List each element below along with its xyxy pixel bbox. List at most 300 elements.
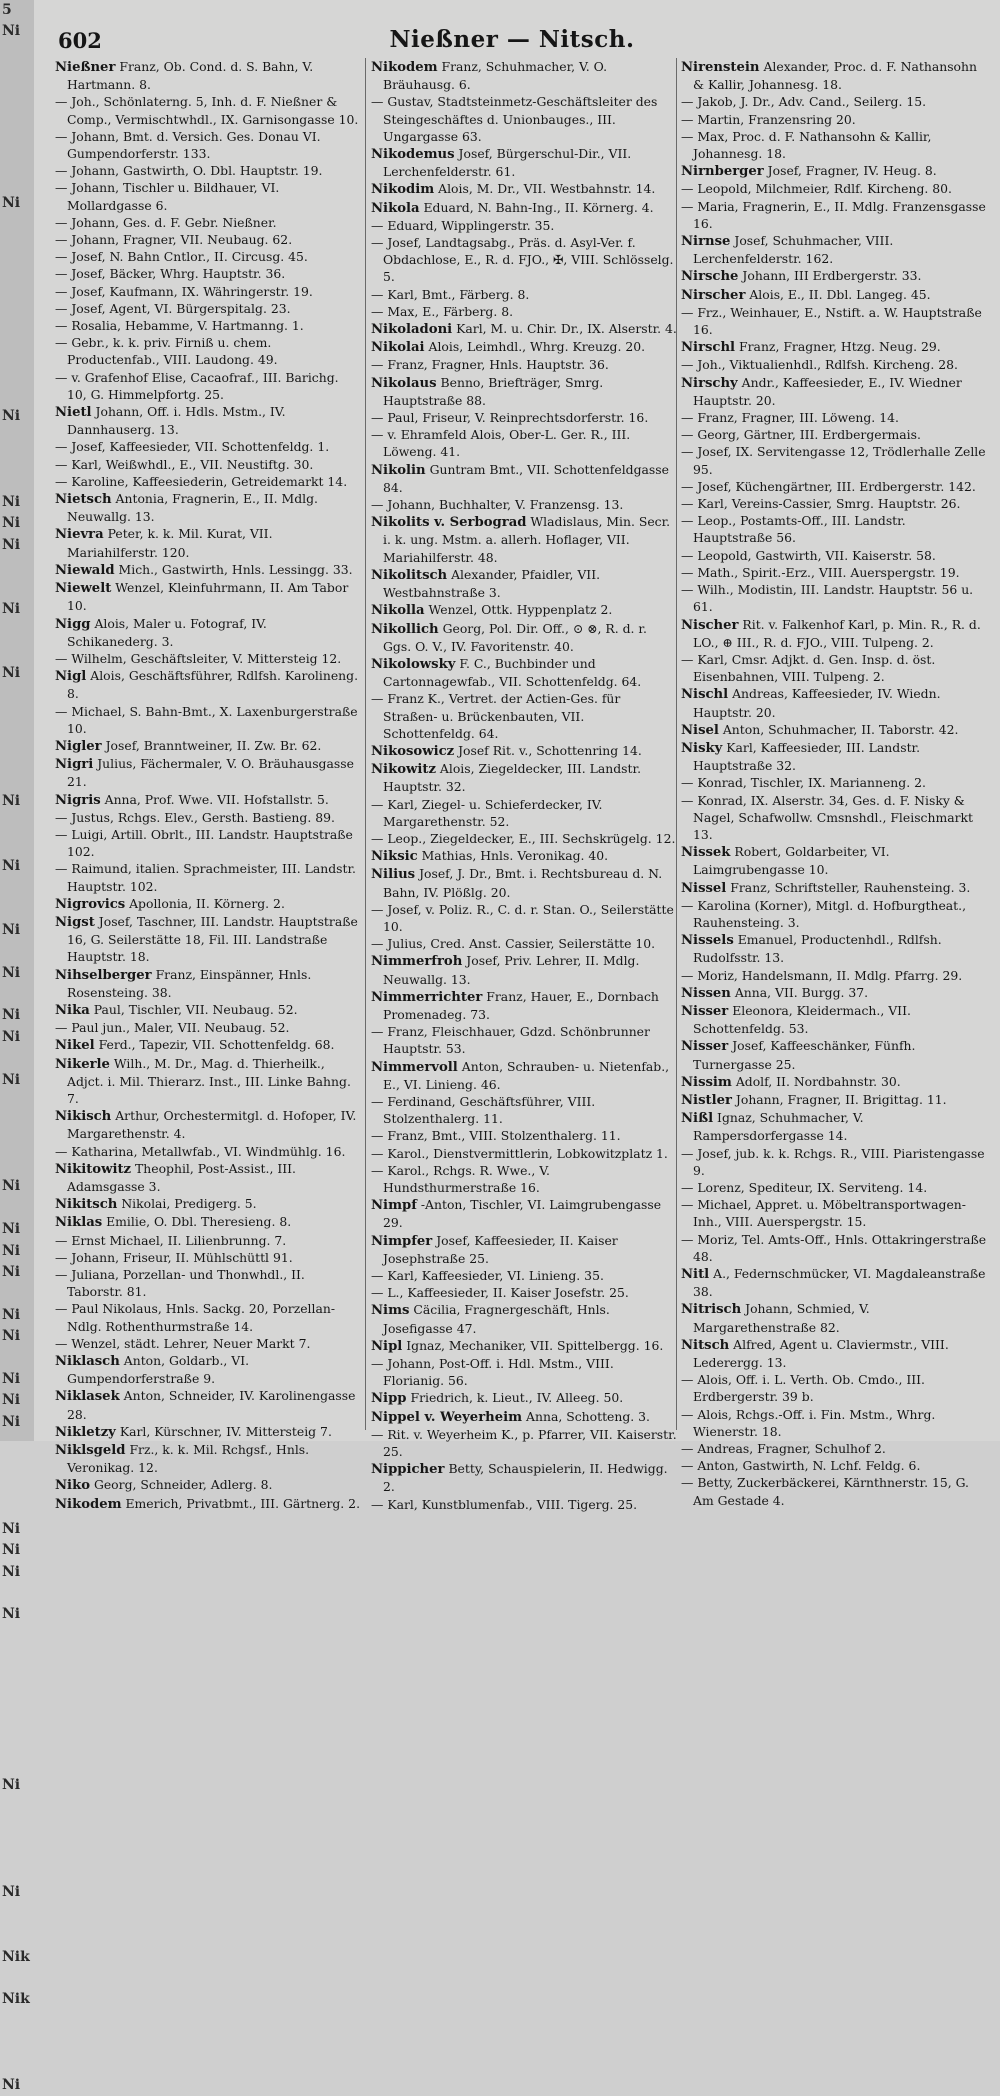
- entry-surname: Nigl: [55, 669, 87, 685]
- edge-mark: Ni: [2, 1371, 21, 1387]
- entry-details: Alexander, Pfaidler, VII. Westbahnstraße 3.: [383, 566, 601, 601]
- edge-mark: [0, 299, 34, 320]
- directory-entry: [681, 111, 987, 128]
- entry-details: — Gebr., k. k. priv. Firniß u. chem. Productenfab., VIII. Laudong. 49.: [55, 335, 278, 368]
- entry-surname: Nipl: [371, 1338, 403, 1354]
- entry-details: Anna, Prof. Wwe. VII. Hofstallstr. 5.: [104, 791, 329, 807]
- entry-surname: Niko: [55, 1478, 90, 1494]
- entry-details: Johann, III Erdbergerstr. 33.: [742, 268, 922, 284]
- edge-mark: [0, 706, 34, 727]
- edge-mark: [0, 1583, 34, 1604]
- entry-details: Wilh., M. Dr., Mag. d. Thierheilk., Adjct. i. Mil. Thierarz. Inst., III. Linke Bahng. 7.: [67, 1055, 351, 1106]
- directory-entry: [55, 58, 361, 93]
- directory-entry: [371, 1093, 677, 1127]
- entry-surname: Nirscher: [681, 287, 746, 303]
- edge-mark: [0, 1455, 34, 1476]
- directory-entry: [371, 1127, 677, 1144]
- entry-details: Anton, Goldarb., VI. Gumpendorferstraße 9.: [67, 1353, 250, 1387]
- edge-mark: Ni: [2, 1542, 21, 1559]
- entry-details: Josef, Taschner, III. Landstr. Hauptstraße 16, G. Seilerstätte 18, Fil. III. Landstraße Hauptstr. 18.: [67, 913, 358, 965]
- edge-mark: [0, 86, 34, 107]
- entry-surname: Nisser: [681, 1039, 729, 1055]
- directory-entry: [371, 1267, 677, 1284]
- directory-entry: [55, 966, 361, 1001]
- directory-entry: [371, 374, 677, 409]
- directory-entry: [681, 897, 987, 931]
- entry-details: Georg, Pol. Dir. Off., ⊙ ⊗, R. d. r. Ggs. O. V., IV. Favoritenstr. 40.: [383, 620, 647, 654]
- entry-details: Alois, Ziegeldecker, III. Landstr. Hauptstr. 32.: [383, 761, 642, 795]
- edge-mark: [0, 43, 34, 64]
- edge-mark: [0, 278, 34, 299]
- entry-details: — v. Grafenhof Elise, Cacaofraf., III. Barichg. 10, G. Himmelpfortg. 25.: [55, 369, 339, 402]
- edge-mark: [0, 1733, 34, 1754]
- entry-details: — Betty, Zuckerbäckerei, Kärnthnerstr. 15, G. Am Gestade 4.: [681, 1475, 970, 1508]
- edge-mark: Ni: [2, 600, 21, 617]
- directory-entry: [55, 525, 361, 560]
- directory-entry: [371, 1284, 677, 1301]
- entry-surname: Nistler: [681, 1092, 732, 1108]
- directory-entry: [371, 1023, 677, 1057]
- directory-entry: [55, 93, 361, 127]
- entry-surname: Nigler: [55, 738, 102, 754]
- edge-mark: [0, 449, 34, 470]
- entry-details: — Josef, Landtagsabg., Präs. d. Asyl-Ver. f. Obdachlose, E., R. d. FJO., ✠, VIII. Schlösselg. 5.: [371, 235, 674, 285]
- edge-mark: [0, 770, 34, 791]
- entry-details: — Max, Proc. d. F. Nathansohn & Kallir, Johannesg. 18.: [681, 128, 932, 162]
- entry-details: Johann, Fragner, II. Brigittag. 11.: [735, 1091, 947, 1107]
- entry-surname: Niewelt: [55, 581, 112, 597]
- entry-surname: Nisser: [681, 1003, 729, 1019]
- entry-surname: Nikisch: [55, 1109, 112, 1125]
- directory-entry: [681, 443, 987, 477]
- directory-entry: [371, 320, 677, 338]
- directory-entry: [55, 615, 361, 650]
- edge-mark: [0, 1433, 34, 1454]
- edge-mark: [0, 620, 34, 641]
- directory-entry: [371, 952, 677, 987]
- entry-details: Adolf, II. Nordbahnstr. 30.: [735, 1073, 901, 1089]
- entry-surname: Nisel: [681, 722, 719, 738]
- entry-details: F. C., Buchbinder und Cartonnagewfab., VII. Schottenfeldg. 64.: [383, 655, 642, 690]
- directory-entry: [681, 1440, 987, 1457]
- edge-mark: [0, 2032, 34, 2053]
- entry-details: Josef, Priv. Lehrer, II. Mdlg. Neuwallg. 13.: [383, 953, 640, 987]
- directory-entry: [55, 456, 361, 473]
- directory-entry: [681, 1091, 987, 1109]
- entry-details: — Katharina, Metallwfab., VI. Windmühlg. 16.: [55, 1143, 346, 1159]
- edge-mark: [0, 2011, 34, 2032]
- directory-entry: [371, 1162, 677, 1196]
- entry-details: — Paul Nikolaus, Hnls. Sackg. 20, Porzellan-Ndlg. Rothenthurmstraße 14.: [55, 1301, 336, 1334]
- directory-entry: [371, 93, 677, 145]
- entry-details: — Andreas, Fragner, Schulhof 2.: [681, 1441, 886, 1457]
- edge-mark: [0, 1476, 34, 1497]
- entry-details: — Martin, Franzensring 20.: [681, 111, 856, 127]
- entry-surname: Nippicher: [371, 1462, 445, 1478]
- entry-details: — Moriz, Tel. Amts-Off., Hnls. Ottakringerstraße 48.: [681, 1231, 987, 1264]
- entry-surname: Nikowitz: [371, 762, 436, 778]
- entry-details: Nikolai, Predigerg. 5.: [121, 1196, 257, 1212]
- directory-entry: [55, 300, 361, 317]
- edge-mark: [0, 1968, 34, 1989]
- entry-details: — Leop., Postamts-Off., III. Landstr. Hauptstraße 56.: [681, 513, 906, 546]
- edge-mark: [0, 578, 34, 599]
- directory-entry: [371, 461, 677, 496]
- entry-surname: Nikolitsch: [371, 567, 448, 583]
- directory-entry: [681, 651, 987, 685]
- entry-details: — Georg, Gärtner, III. Erdbergermais.: [681, 427, 921, 443]
- directory-entry: [55, 1213, 361, 1231]
- directory-entry: [681, 1336, 987, 1371]
- edge-mark: [0, 364, 34, 385]
- edge-mark: Ni: [2, 1328, 21, 1345]
- directory-entry: [681, 581, 987, 615]
- entry-surname: Nikolaus: [371, 375, 437, 391]
- entry-details: — Anton, Gastwirth, N. Lchf. Feldg. 6.: [681, 1458, 921, 1474]
- entry-details: — Franz, Bmt., VIII. Stolzenthalerg. 11.: [371, 1128, 621, 1144]
- directory-entry: [681, 547, 987, 564]
- directory-entry: [681, 843, 987, 878]
- edge-mark: [0, 1112, 34, 1133]
- directory-entry: [371, 58, 677, 93]
- directory-entry: [681, 1474, 987, 1508]
- edge-mark: Nik: [2, 1948, 30, 1965]
- directory-entry: [681, 1300, 987, 1335]
- edge-mark: Ni: [2, 1413, 21, 1430]
- entry-surname: Niklsgeld: [55, 1443, 126, 1459]
- entry-details: — Michael, S. Bahn-Bmt., X. Laxenburgerstraße 10.: [55, 703, 358, 736]
- directory-entry: [681, 1145, 987, 1179]
- directory-entry: [371, 1496, 677, 1513]
- entry-surname: Nikel: [55, 1038, 95, 1054]
- entry-surname: Nipp: [371, 1391, 407, 1407]
- directory-entry: [371, 1389, 677, 1407]
- entry-details: — Franz K., Vertret. der Actien-Ges. für Straßen- u. Brückenbauten, VII. Schottenfeldg. 64.: [371, 691, 621, 741]
- entry-details: — Jakob, J. Dr., Adv. Cand., Seilerg. 15.: [681, 94, 927, 110]
- directory-entry: [55, 403, 361, 438]
- directory-entry: [55, 438, 361, 455]
- directory-entry: [371, 935, 677, 952]
- entry-surname: Nießner: [55, 60, 116, 75]
- entry-details: — Johann, Fragner, VII. Neubaug. 62.: [55, 232, 293, 248]
- directory-entry: [55, 1387, 361, 1422]
- directory-entry: [371, 620, 677, 655]
- edge-mark: Ni: [2, 857, 21, 874]
- edge-mark: Ni: [2, 1028, 21, 1045]
- edge-mark: Ni: [2, 1221, 21, 1238]
- entry-surname: Nippel v. Weyerheim: [371, 1409, 523, 1425]
- directory-entry: [371, 796, 677, 830]
- directory-entry: [55, 1160, 361, 1195]
- directory-entry: [681, 1109, 987, 1144]
- directory-entry: [681, 739, 987, 774]
- edge-mark: [0, 1048, 34, 1069]
- entry-details: Josef Rit. v., Schottenring 14.: [458, 742, 642, 758]
- edge-mark: [0, 834, 34, 855]
- directory-entry: [371, 180, 677, 198]
- page-number: 602: [58, 28, 102, 53]
- edge-mark: Ni: [2, 408, 21, 425]
- directory-entry: [55, 650, 361, 667]
- edge-mark: [0, 1797, 34, 1818]
- entry-details: — v. Ehramfeld Alois, Ober-L. Ger. R., III. Löweng. 41.: [371, 427, 631, 460]
- entry-details: — Alois, Rchgs.-Off. i. Fin. Mstm., Whrg. Wienerstr. 18.: [681, 1406, 936, 1439]
- entry-details: — Josef, Agent, VI. Bürgerspitalg. 23.: [55, 300, 291, 316]
- entry-details: — Wilhelm, Geschäftsleiter, V. Mittersteig 12.: [55, 650, 342, 666]
- directory-entry: [371, 601, 677, 619]
- entry-surname: Nimmerrichter: [371, 989, 483, 1005]
- entry-details: — Josef, IX. Servitengasse 12, Trödlerhalle Zelle 95.: [681, 444, 986, 477]
- entry-details: — Karl, Ziegel- u. Schieferdecker, IV. Margarethenstr. 52.: [371, 796, 603, 829]
- directory-entry: [55, 895, 361, 913]
- directory-entry: [55, 231, 361, 248]
- entry-details: Wenzel, Ottk. Hyppenplatz 2.: [428, 602, 613, 618]
- entry-details: Alois, Maler u. Fotograf, IV. Schikanederg. 3.: [67, 615, 267, 649]
- edge-mark: [0, 235, 34, 256]
- entry-surname: Nikolai: [371, 340, 425, 356]
- directory-entry: [371, 742, 677, 760]
- entry-surname: Nirenstein: [681, 60, 760, 75]
- edge-mark: [0, 1647, 34, 1668]
- directory-entry: [371, 234, 677, 286]
- entry-details: Johann, Schmied, V. Margarethenstraße 82.: [693, 1301, 870, 1335]
- entry-details: — Maria, Fragnerin, E., II. Mdlg. Franzensgasse 16.: [681, 198, 986, 231]
- directory-entry: [681, 1371, 987, 1405]
- edge-mark: [0, 1134, 34, 1155]
- directory-entry: [371, 1301, 677, 1336]
- directory-entry: [681, 1073, 987, 1091]
- directory-entry: [681, 198, 987, 232]
- adjacent-page-edge: [0, 0, 34, 2093]
- edge-mark: [0, 1091, 34, 1112]
- entry-details: Friedrich, k. Lieut., IV. Alleeg. 50.: [410, 1390, 624, 1406]
- entry-details: Theophil, Post-Assist., III. Adamsgasse 3.: [67, 1160, 296, 1194]
- entry-surname: Nikolla: [371, 603, 425, 619]
- entry-details: Anton, Schrauben- u. Nietenfab., E., VI. Linieng. 46.: [383, 1058, 670, 1092]
- directory-entry: [681, 564, 987, 581]
- directory-entry: [55, 1232, 361, 1249]
- edge-mark: [0, 1348, 34, 1369]
- entry-surname: Nikolits v. Serbograd: [371, 515, 527, 531]
- entry-details: — Lorenz, Spediteur, IX. Serviteng. 14.: [681, 1180, 928, 1195]
- entry-details: Josef, Fragner, IV. Heug. 8.: [767, 163, 937, 179]
- edge-mark: Ni: [2, 1563, 21, 1580]
- entry-surname: Nisky: [681, 740, 723, 756]
- entry-details: — Johann, Gastwirth, O. Dbl. Hauptstr. 19.: [55, 163, 323, 179]
- edge-mark: Ni: [2, 964, 21, 981]
- entry-surname: Nischl: [681, 687, 729, 703]
- entry-surname: Nikitsch: [55, 1197, 118, 1213]
- directory-entry: [55, 1036, 361, 1054]
- entry-details: Johann, Off. i. Hdls. Mstm., IV. Dannhauserg. 13.: [67, 404, 286, 438]
- edge-mark: Ni: [2, 515, 21, 532]
- edge-mark: 5: [2, 2, 12, 18]
- directory-entry: [371, 847, 677, 865]
- entry-surname: Nievra: [55, 527, 104, 543]
- directory-entry: [371, 199, 677, 217]
- directory-entry: [55, 913, 361, 966]
- directory-entry: [371, 426, 677, 460]
- directory-entry: [371, 988, 677, 1023]
- directory-entry: [55, 1423, 361, 1441]
- directory-columns: [55, 58, 993, 1512]
- entry-details: Alois, Geschäftsführer, Rdlfsh. Karolineng. 8.: [67, 668, 359, 702]
- entry-details: — Leopold, Milchmeier, Rdlf. Kircheng. 80.: [681, 181, 952, 197]
- entry-surname: Nissels: [681, 933, 734, 949]
- entry-surname: Nikolin: [371, 462, 426, 478]
- edge-mark: [0, 1690, 34, 1711]
- entry-details: — Josef, Bäcker, Whrg. Hauptstr. 36.: [55, 266, 286, 282]
- directory-entry: [55, 1300, 361, 1334]
- directory-entry: [55, 826, 361, 860]
- edge-mark: [0, 898, 34, 919]
- column-right: [681, 58, 987, 1508]
- directory-entry: [371, 496, 677, 513]
- directory-entry: [681, 495, 987, 512]
- edge-mark: [0, 257, 34, 278]
- entry-details: — Josef, jub. k. k. Rchgs. R., VIII. Piaristengasse 9.: [681, 1145, 985, 1178]
- edge-mark: [0, 471, 34, 492]
- entry-details: — Moriz, Handelsmann, II. Mdlg. Pfarrg. 29.: [681, 967, 963, 983]
- entry-details: — Michael, Appret. u. Möbeltransportwagen-Inh., VIII. Auerspergstr. 15.: [681, 1197, 966, 1230]
- edge-mark: [0, 214, 34, 235]
- directory-entry: [55, 283, 361, 300]
- entry-surname: Nikoladoni: [371, 322, 453, 338]
- directory-entry: [55, 561, 361, 579]
- directory-entry: [55, 490, 361, 525]
- entry-details: — Paul jun., Maler, VII. Neubaug. 52.: [55, 1020, 290, 1036]
- entry-details: — L., Kaffeesieder, II. Kaiser Josefstr. 25.: [371, 1285, 629, 1301]
- entry-details: Karl, Kürschner, IV. Mittersteig 7.: [119, 1423, 332, 1439]
- entry-details: — Karl, Bmt., Färberg. 8.: [371, 286, 530, 302]
- directory-entry: [55, 1143, 361, 1160]
- entry-details: — Karol., Rchgs. R. Wwe., V. Hundsthurmerstraße 16.: [371, 1162, 550, 1195]
- edge-mark: [0, 1754, 34, 1775]
- directory-entry: [55, 1249, 361, 1266]
- edge-mark: Ni: [2, 1306, 21, 1323]
- entry-details: — Joh., Schönlaterng. 5, Inh. d. F. Nießner & Comp., Vermischtwhdl., IX. Garnisongasse 10.: [55, 94, 359, 127]
- directory-entry: [681, 232, 987, 267]
- edge-mark: Ni: [2, 665, 21, 682]
- edge-mark: Ni: [2, 1242, 21, 1259]
- entry-surname: Nikosowicz: [371, 743, 455, 759]
- directory-entry: [371, 1058, 677, 1093]
- directory-entry: [55, 1476, 361, 1494]
- directory-entry: [371, 338, 677, 356]
- edge-mark: [0, 1626, 34, 1647]
- directory-entry: [371, 145, 677, 180]
- entry-surname: Nirnberger: [681, 164, 764, 180]
- entry-details: — Leopold, Gastwirth, VII. Kaiserstr. 58.: [681, 547, 936, 563]
- directory-entry: [371, 690, 677, 742]
- entry-details: — Karl, Kaffeesieder, VI. Linieng. 35.: [371, 1268, 604, 1284]
- entry-surname: Nietsch: [55, 492, 112, 508]
- entry-surname: Nirschy: [681, 375, 738, 391]
- entry-details: Wladislaus, Min. Secr. i. k. ung. Mstm. a. allerh. Hoflager, VII. Mariahilferstr. 48.: [383, 514, 671, 565]
- directory-entry: [681, 58, 987, 93]
- entry-details: — Johann, Friseur, II. Mühlschüttl 91.: [55, 1249, 293, 1265]
- edge-mark: [0, 1198, 34, 1219]
- entry-details: — Max, E., Färberg. 8.: [371, 303, 514, 319]
- entry-details: Josef, Schuhmacher, VIII. Lerchenfelderstr. 162.: [693, 233, 894, 267]
- directory-entry: [55, 214, 361, 231]
- entry-details: Emanuel, Productenhdl., Rdlfsh. Rudolfsstr. 13.: [693, 932, 942, 966]
- entry-details: Eleonora, Kleidermach., VII. Schottenfeldg. 53.: [693, 1002, 911, 1037]
- directory-entry: [681, 409, 987, 426]
- entry-details: — Rit. v. Weyerheim K., p. Pfarrer, VII. Kaiserstr. 25.: [371, 1426, 677, 1460]
- entry-details: Franz, Fragner, Htzg. Neug. 29.: [739, 339, 941, 355]
- entry-surname: Nigri: [55, 757, 94, 773]
- entry-surname: Nika: [55, 1002, 90, 1018]
- directory-entry: [681, 478, 987, 495]
- entry-surname: Nirnse: [681, 234, 731, 250]
- entry-details: Franz, Schuhmacher, V. O. Bräuhausg. 6.: [383, 59, 608, 93]
- directory-entry: [55, 369, 361, 403]
- edge-mark: [0, 642, 34, 663]
- edge-mark: [0, 1925, 34, 1946]
- directory-entry: [55, 1352, 361, 1387]
- entry-details: — Johann, Ges. d. F. Gebr. Nießner.: [55, 214, 277, 230]
- directory-entry: [681, 792, 987, 844]
- directory-entry: [55, 1001, 361, 1019]
- edge-mark: Ni: [2, 1606, 21, 1623]
- entry-surname: Nimmerfroh: [371, 954, 463, 970]
- entry-details: — Franz, Fragner, Hnls. Hauptstr. 36.: [371, 357, 609, 373]
- entry-surname: Nikodemus: [371, 147, 455, 163]
- directory-entry: [55, 1335, 361, 1352]
- entry-details: Julius, Fächermaler, V. O. Bräuhausgasse 21.: [67, 756, 354, 790]
- entry-surname: Nissel: [681, 880, 727, 896]
- directory-entry: [681, 93, 987, 110]
- edge-mark: [0, 342, 34, 363]
- edge-mark: [0, 727, 34, 748]
- directory-entry: [55, 248, 361, 265]
- directory-entry: [681, 426, 987, 443]
- directory-entry: [681, 512, 987, 546]
- entry-details: — Karl, Vereins-Cassier, Smrg. Hauptstr. 26.: [681, 496, 961, 512]
- entry-surname: Nihselberger: [55, 967, 152, 983]
- directory-entry: [371, 286, 677, 303]
- entry-details: — Josef, Kaufmann, IX. Währingerstr. 19.: [55, 283, 313, 299]
- directory-entry: [55, 1441, 361, 1476]
- directory-entry: [55, 265, 361, 282]
- directory-entry: [681, 1002, 987, 1037]
- entry-details: Antonia, Fragnerin, E., II. Mdlg. Neuwallg. 13.: [67, 491, 318, 525]
- entry-details: Josef, Bürgerschul-Dir., VII. Lerchenfelderstr. 61.: [383, 146, 632, 180]
- edge-mark: [0, 556, 34, 577]
- entry-details: Andr., Kaffeesieder, E., IV. Wiedner Hauptstr. 20.: [693, 374, 962, 408]
- directory-entry: [371, 865, 677, 900]
- entry-details: — Leop., Ziegeldecker, E., III. Sechskrügelg. 12.: [371, 830, 676, 846]
- directory-entry: [681, 616, 987, 651]
- entry-details: Josef, Kaffeesieder, II. Kaiser Josephstraße 25.: [383, 1232, 618, 1266]
- edge-mark: [0, 813, 34, 834]
- entry-surname: Niewald: [55, 562, 115, 578]
- entry-details: — Konrad, IX. Alserstr. 34, Ges. d. F. Nisky & Nagel, Schafwollw. Cmsnshdl., Fleischmarkt 13.: [681, 792, 974, 842]
- directory-entry: [681, 1037, 987, 1072]
- directory-entry: [55, 1266, 361, 1300]
- edge-mark: Ni: [2, 536, 21, 553]
- edge-mark: Ni: [2, 1392, 21, 1409]
- entry-details: Eduard, N. Bahn-Ing., II. Körnerg. 4.: [423, 199, 654, 215]
- entry-details: — Joh., Viktualienhdl., Rdlfsh. Kircheng. 28.: [681, 357, 958, 373]
- entry-details: Benno, Briefträger, Smrg. Hauptstraße 88.: [383, 374, 604, 408]
- edge-mark: [0, 685, 34, 706]
- entry-surname: Nissek: [681, 845, 731, 861]
- directory-entry: [681, 304, 987, 338]
- directory-entry: [55, 860, 361, 894]
- directory-entry: [681, 1265, 987, 1300]
